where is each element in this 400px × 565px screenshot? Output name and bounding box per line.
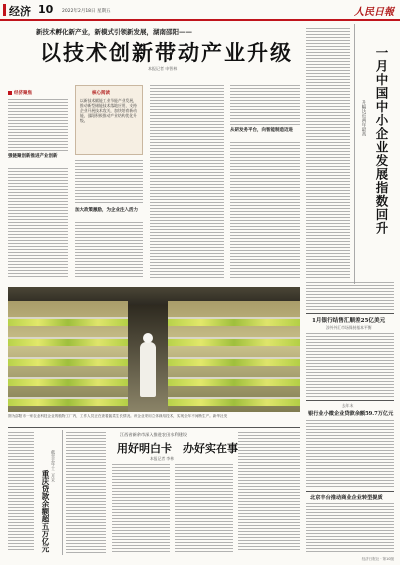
right-rule-3 bbox=[306, 491, 394, 492]
right-col-text-1 bbox=[306, 282, 394, 310]
lead-headline: 以技术创新带动产业升级 bbox=[40, 40, 293, 65]
fengtai-headline: 北京丰台推动商业企业转型提质 bbox=[310, 495, 383, 501]
masthead bbox=[0, 0, 400, 22]
bottom-left-text bbox=[8, 432, 34, 552]
page-number: 10 bbox=[38, 3, 54, 16]
right-column-divider bbox=[354, 24, 355, 284]
bottom-col-text bbox=[66, 432, 106, 554]
lead-kicker: 新技术孵化新产业，新模式引领新发展，湖南邵阳—— bbox=[36, 28, 192, 36]
subhead-marker bbox=[8, 91, 12, 95]
worker-figure bbox=[140, 342, 156, 397]
loan-kicker: 去年末 bbox=[342, 403, 354, 408]
core-reading-box bbox=[75, 85, 143, 155]
greenhouse-photo bbox=[8, 287, 300, 412]
right-rule-2 bbox=[306, 400, 394, 401]
chongqing-headline: 重庆贷款余额超五万亿元 bbox=[41, 470, 50, 553]
footer-text: 经济日报社 · 第10版 bbox=[361, 557, 394, 561]
lead-col3-text bbox=[150, 85, 224, 278]
fx-headline: 1月银行结售汇顺差25亿美元 bbox=[312, 318, 386, 324]
section-tag bbox=[3, 4, 6, 16]
lead-col4-text bbox=[230, 85, 300, 125]
bottom-text-3 bbox=[238, 432, 300, 552]
lead-col2-text bbox=[75, 160, 143, 205]
fx-text bbox=[306, 333, 394, 398]
rack-right bbox=[168, 301, 300, 412]
rack-left bbox=[8, 301, 128, 412]
chongqing-kicker: 截至去年十二月末 bbox=[51, 450, 56, 482]
lead-byline: 本报记者 申智林 bbox=[148, 66, 178, 71]
subhead-policy: 加大政策激励，为企业注入活力 bbox=[75, 208, 138, 213]
subhead-industry-chain: 强链聚创新推进产业创新 bbox=[8, 154, 58, 159]
footer-line bbox=[306, 557, 394, 563]
fx-subhead: 涉外外汇市场保持基本平衡 bbox=[326, 325, 372, 330]
subhead-smart-manufacturing: 从研发务平台，向智能制造迈进 bbox=[230, 128, 293, 133]
newspaper-logo: 人民日報 bbox=[354, 7, 394, 18]
bottom-text-1 bbox=[112, 464, 170, 552]
section-name: 经济 bbox=[9, 5, 31, 18]
lead-col4-text-2 bbox=[230, 142, 300, 278]
bottom-headline: 用好明白卡 办好实在事 bbox=[117, 442, 238, 455]
bottom-text-2 bbox=[175, 464, 233, 552]
lead-col1-text-2 bbox=[8, 168, 68, 278]
photo-caption: 图为邵阳市一家农业科技企业的植物工厂内，工作人员正在查看蔬菜生长情况。该企业采用立体栽培技术，实现全年不间断生产。新华社发 bbox=[8, 414, 228, 418]
worker-head bbox=[143, 333, 153, 343]
right-vertical-headline: 一月中国中小企业发展指数回升 bbox=[374, 46, 389, 235]
issue-date: 2022年2月18日 星期五 bbox=[62, 9, 111, 14]
lead-col1-text bbox=[8, 99, 68, 151]
fengtai-text bbox=[306, 503, 394, 553]
lead-col5-text bbox=[306, 28, 350, 278]
masthead-rule bbox=[0, 19, 400, 21]
core-reading-text: 以新技术赋能工业节能产业发展，推动新型储能技术落地应用，支持企业开展技术攻关，加快培育新动能，邵阳积极推动产业结构优化升级。 bbox=[80, 98, 137, 123]
right-vertical-subhead: 升幅达近两年最高 bbox=[361, 100, 366, 136]
loan-text bbox=[306, 420, 394, 488]
bottom-divider bbox=[62, 430, 63, 555]
bottom-kicker: 江西省新余市深入推进农田水利建设 bbox=[120, 432, 188, 437]
bottom-byline: 本报记者 李林 bbox=[150, 456, 174, 461]
core-reading-heading: 核心阅读 bbox=[92, 91, 110, 96]
lead-col2-text-2 bbox=[75, 222, 143, 278]
loan-headline: 银行业小微企业贷款余额59.7万亿元 bbox=[308, 411, 394, 417]
right-rule-1 bbox=[306, 313, 394, 314]
bottom-rule bbox=[8, 427, 300, 428]
